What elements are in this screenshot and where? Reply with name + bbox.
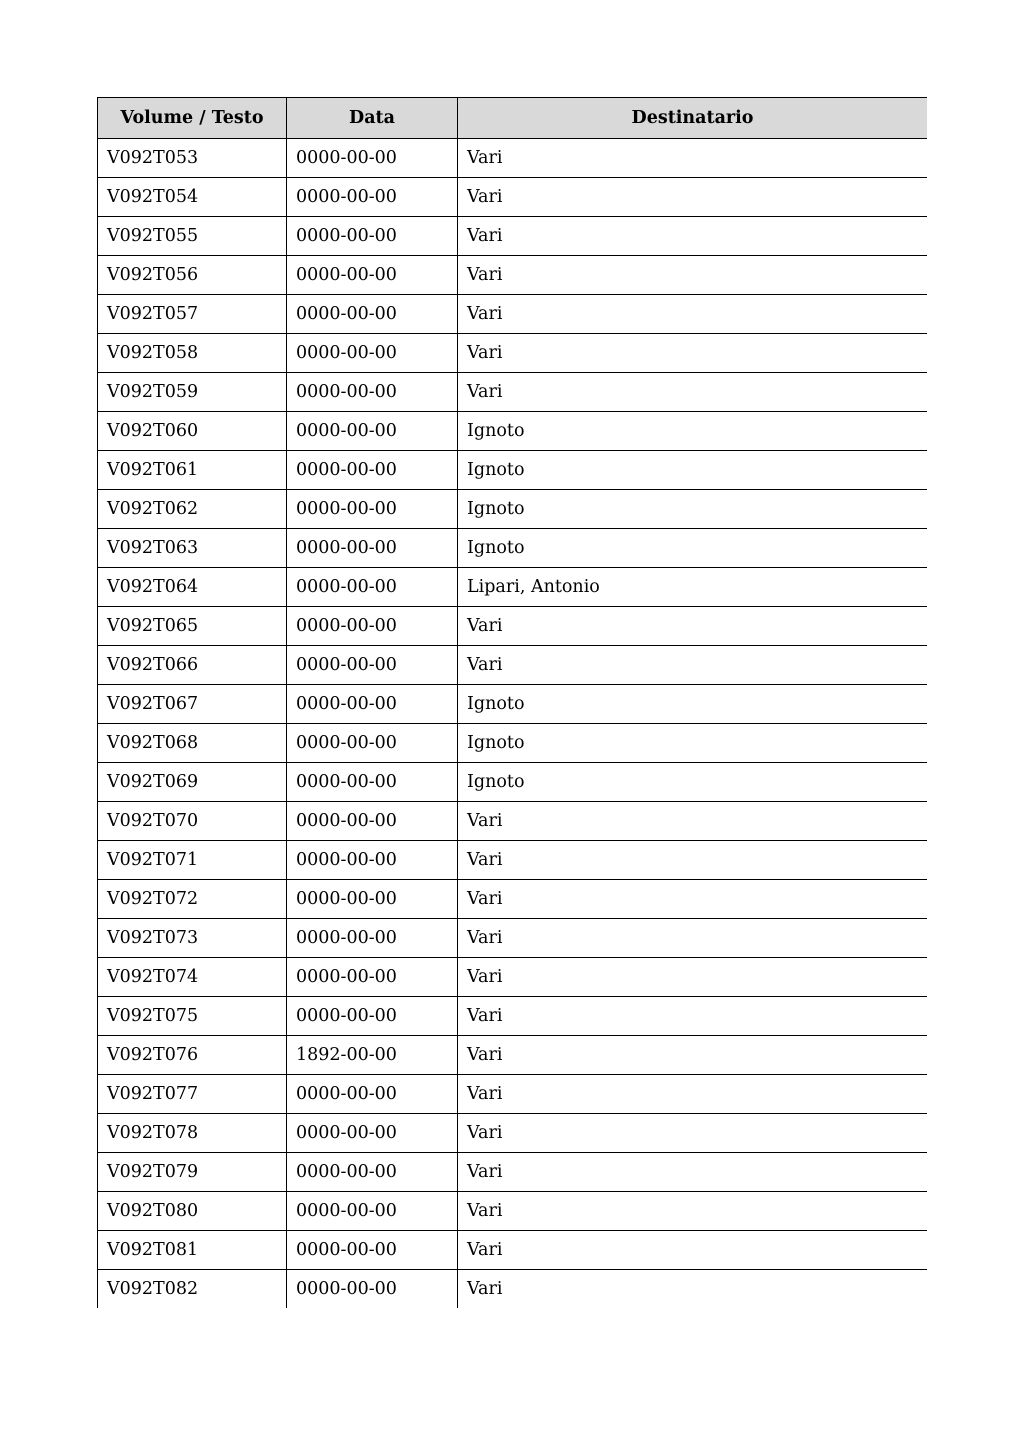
records-table [97,97,927,1308]
table-header-row [98,98,928,139]
cell-destinatario: Vari [458,1036,928,1075]
cell-destinatario: Ignoto [458,763,928,802]
cell-volume-testo: V092T067 [98,685,287,724]
table-row [98,919,928,958]
cell-data: 0000-00-00 [287,529,458,568]
table-row [98,1075,928,1114]
cell-destinatario: Vari [458,1075,928,1114]
header-destinatario: Destinatario [458,98,928,139]
cell-destinatario: Vari [458,1231,928,1270]
cell-data: 0000-00-00 [287,1075,458,1114]
table-row [98,568,928,607]
cell-data: 0000-00-00 [287,256,458,295]
table-row [98,763,928,802]
table-row [98,295,928,334]
cell-data: 0000-00-00 [287,607,458,646]
cell-data: 0000-00-00 [287,1114,458,1153]
cell-destinatario: Vari [458,373,928,412]
cell-volume-testo: V092T073 [98,919,287,958]
cell-volume-testo: V092T081 [98,1231,287,1270]
cell-destinatario: Ignoto [458,529,928,568]
cell-data: 0000-00-00 [287,802,458,841]
table-row [98,412,928,451]
cell-destinatario: Vari [458,958,928,997]
cell-volume-testo: V092T068 [98,724,287,763]
cell-data: 0000-00-00 [287,373,458,412]
cell-destinatario: Vari [458,256,928,295]
cell-volume-testo: V092T080 [98,1192,287,1231]
cell-destinatario: Ignoto [458,412,928,451]
table-row [98,490,928,529]
cell-destinatario: Lipari, Antonio [458,568,928,607]
table-row [98,1036,928,1075]
table-row [98,880,928,919]
cell-volume-testo: V092T060 [98,412,287,451]
cell-data: 0000-00-00 [287,997,458,1036]
cell-volume-testo: V092T076 [98,1036,287,1075]
cell-volume-testo: V092T078 [98,1114,287,1153]
cell-data: 0000-00-00 [287,451,458,490]
table-row [98,958,928,997]
cell-destinatario: Vari [458,919,928,958]
cell-data: 0000-00-00 [287,568,458,607]
cell-volume-testo: V092T071 [98,841,287,880]
cell-data: 0000-00-00 [287,217,458,256]
table-row [98,139,928,178]
cell-volume-testo: V092T057 [98,295,287,334]
cell-volume-testo: V092T059 [98,373,287,412]
cell-destinatario: Vari [458,139,928,178]
cell-data: 0000-00-00 [287,1270,458,1309]
cell-volume-testo: V092T062 [98,490,287,529]
table-row [98,1153,928,1192]
cell-destinatario: Vari [458,880,928,919]
cell-data: 0000-00-00 [287,724,458,763]
cell-volume-testo: V092T075 [98,997,287,1036]
cell-volume-testo: V092T056 [98,256,287,295]
cell-destinatario: Vari [458,334,928,373]
cell-data: 0000-00-00 [287,763,458,802]
table-row [98,1231,928,1270]
cell-data: 0000-00-00 [287,958,458,997]
cell-volume-testo: V092T065 [98,607,287,646]
table-row [98,178,928,217]
cell-destinatario: Vari [458,1153,928,1192]
cell-volume-testo: V092T074 [98,958,287,997]
table-row [98,802,928,841]
cell-volume-testo: V092T063 [98,529,287,568]
cell-destinatario: Vari [458,217,928,256]
cell-volume-testo: V092T055 [98,217,287,256]
cell-destinatario: Vari [458,1192,928,1231]
cell-volume-testo: V092T053 [98,139,287,178]
cell-volume-testo: V092T054 [98,178,287,217]
cell-data: 0000-00-00 [287,295,458,334]
cell-data: 0000-00-00 [287,646,458,685]
cell-data: 0000-00-00 [287,178,458,217]
cell-data: 0000-00-00 [287,334,458,373]
table-row [98,841,928,880]
table-row [98,373,928,412]
cell-volume-testo: V092T069 [98,763,287,802]
table-row [98,451,928,490]
cell-destinatario: Vari [458,1114,928,1153]
cell-data: 0000-00-00 [287,685,458,724]
cell-destinatario: Vari [458,646,928,685]
cell-data: 0000-00-00 [287,1231,458,1270]
header-data: Data [287,98,458,139]
cell-destinatario: Ignoto [458,685,928,724]
header-volume-testo: Volume / Testo [98,98,287,139]
cell-destinatario: Vari [458,802,928,841]
cell-volume-testo: V092T066 [98,646,287,685]
table-container [97,97,927,1312]
cell-volume-testo: V092T077 [98,1075,287,1114]
cell-volume-testo: V092T072 [98,880,287,919]
cell-volume-testo: V092T064 [98,568,287,607]
cell-destinatario: Vari [458,1270,928,1309]
cell-destinatario: Vari [458,607,928,646]
cell-data: 0000-00-00 [287,139,458,178]
table-row [98,646,928,685]
cell-data: 1892-00-00 [287,1036,458,1075]
cell-data: 0000-00-00 [287,1153,458,1192]
table-row [98,997,928,1036]
cell-data: 0000-00-00 [287,1192,458,1231]
cell-volume-testo: V092T058 [98,334,287,373]
cell-volume-testo: V092T079 [98,1153,287,1192]
cell-data: 0000-00-00 [287,880,458,919]
table-row [98,724,928,763]
table-row [98,1270,928,1309]
table-row [98,607,928,646]
cell-destinatario: Ignoto [458,724,928,763]
cell-data: 0000-00-00 [287,412,458,451]
cell-data: 0000-00-00 [287,490,458,529]
cell-destinatario: Vari [458,178,928,217]
cell-destinatario: Vari [458,295,928,334]
cell-destinatario: Ignoto [458,490,928,529]
table-row [98,217,928,256]
cell-data: 0000-00-00 [287,919,458,958]
cell-destinatario: Vari [458,997,928,1036]
table-row [98,529,928,568]
cell-destinatario: Vari [458,841,928,880]
cell-volume-testo: V092T070 [98,802,287,841]
cell-data: 0000-00-00 [287,841,458,880]
table-row [98,334,928,373]
cell-volume-testo: V092T061 [98,451,287,490]
table-row [98,685,928,724]
cell-volume-testo: V092T082 [98,1270,287,1309]
table-row [98,1192,928,1231]
table-row [98,256,928,295]
table-row [98,1114,928,1153]
cell-destinatario: Ignoto [458,451,928,490]
